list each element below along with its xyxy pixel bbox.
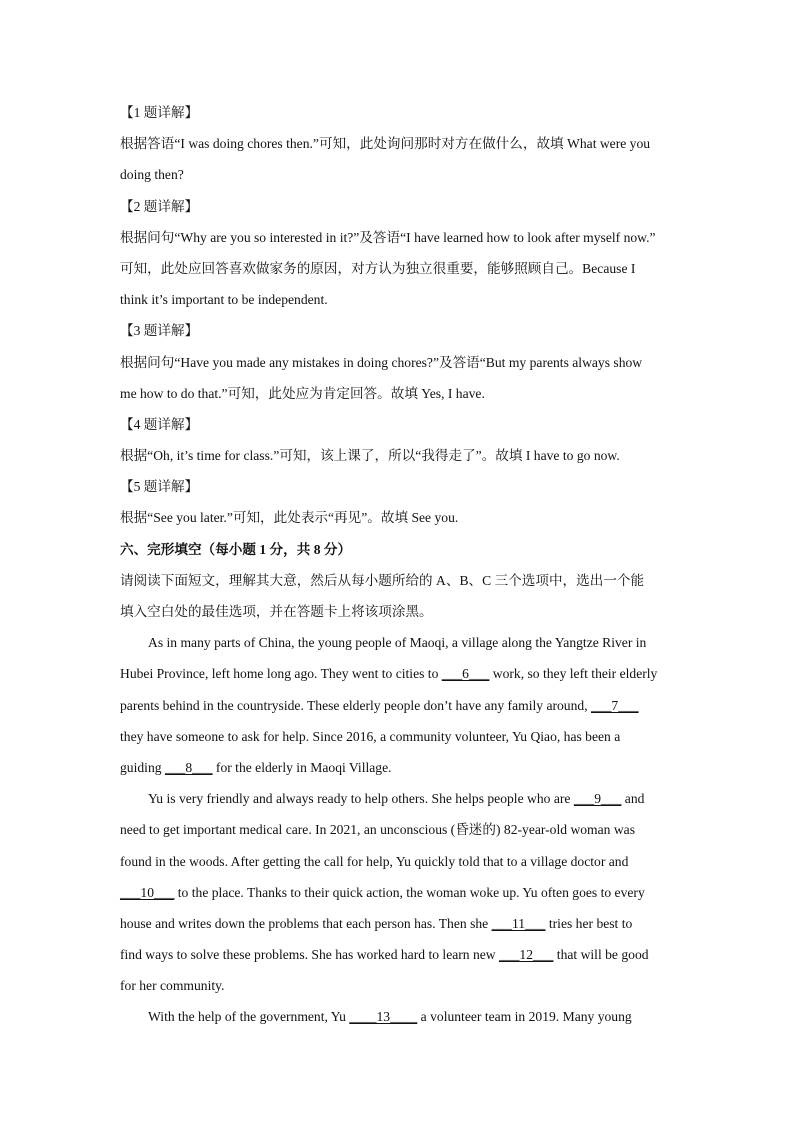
passage-text: house and writes down the problems that each person has. Then she [120, 915, 492, 931]
passage-text: that will be good [553, 947, 649, 963]
passage-line [120, 783, 680, 814]
passage-text: to the place. Thanks to their quick action, the woman woke up. Yu often goes to every [174, 884, 645, 900]
passage-text: need to get important medical care. In 2021, an unconscious (昏迷的) 82-year-old woman was [120, 822, 636, 838]
passage-text: parents behind in the countryside. These elderly people don’t have any family around, [120, 697, 591, 713]
instruction-line: 请阅读下面短文，理解其大意，然后从每小题所给的 A、B、C 三个选项中，选出一个能 [120, 572, 645, 588]
blank-9: ___9___ [573, 791, 622, 807]
passage-text: guiding [120, 759, 165, 775]
q2-heading: 【2 题详解】 [120, 198, 199, 214]
q4-explanation-line: 根据“Oh, it’s time for class.”可知，该上课了，所以“我得走了”。故填 I have to go now. [120, 448, 620, 464]
passage-line [120, 627, 680, 658]
blank-11: ___11___ [491, 915, 546, 931]
q2-explanation-line: 可知，此处应回答喜欢做家务的原因，对方认为独立很重要，能够照顾自己。Because I [120, 260, 636, 276]
passage-line [120, 846, 680, 877]
q5-explanation-line: 根据“See you later.”可知，此处表示“再见”。故填 See you. [120, 510, 459, 526]
passage-text: for her community. [120, 978, 225, 994]
blank-7: ___7___ [591, 697, 639, 713]
passage-text: work, so they left their elderly [489, 666, 658, 682]
q1-explanation-line: doing then? [120, 167, 184, 183]
q1-heading: 【1 题详解】 [120, 105, 199, 120]
q5-heading: 【5 题详解】 [120, 479, 199, 495]
section-title: 六、完形填空（每小题 1 分，共 8 分） [120, 541, 352, 557]
passage-text: find ways to solve these problems. She has worked hard to learn new [120, 947, 500, 963]
passage-line [120, 721, 680, 752]
passage-text: a volunteer team in 2019. Many young [417, 1009, 632, 1025]
document-page [120, 97, 680, 1033]
blank-6: ___6___ [441, 666, 490, 682]
blank-12: ___12___ [499, 947, 554, 963]
passage-text: Yu is very friendly and always ready to help others. She helps people who are [148, 791, 574, 807]
passage-text: tries her best to [545, 915, 633, 931]
q3-explanation-line: me how to do that.”可知，此处应为肯定回答。故填 Yes, I have. [120, 385, 485, 401]
q4-heading: 【4 题详解】 [120, 416, 199, 432]
q3-heading: 【3 题详解】 [120, 323, 199, 339]
passage-line [120, 908, 680, 939]
passage-line [120, 658, 680, 689]
blank-10: ___10___ [120, 884, 175, 900]
q2-explanation-line: think it’s important to be independent. [120, 292, 328, 308]
passage-text: With the help of the government, Yu [148, 1009, 350, 1025]
blank-13: ____13____ [349, 1009, 418, 1025]
q2-explanation-line: 根据问句“Why are you so interested in it?”及答语“I have learned how to look after myself now.” [120, 229, 656, 245]
passage-text: As in many parts of China, the young people of Maoqi, a village along the Yangtze River in [148, 635, 647, 651]
passage-line [120, 1001, 680, 1032]
passage-line [120, 814, 680, 845]
passage-text: for the elderly in Maoqi Village. [212, 759, 392, 775]
q3-explanation-line: 根据问句“Have you made any mistakes in doing chores?”及答语“But my parents always show [120, 354, 643, 370]
q1-explanation-line: 根据答语“I was doing chores then.”可知，此处询问那时对方在做什么，故填 What were you [120, 136, 651, 152]
passage-line [120, 752, 680, 783]
passage-text: found in the woods. After getting the call for help, Yu quickly told that to a village doctor and [120, 853, 629, 869]
blank-8: ___8___ [164, 759, 213, 775]
passage-text: they have someone to ask for help. Since 2016, a community volunteer, Yu Qiao, has been a [120, 728, 621, 744]
passage-line [120, 970, 680, 1001]
passage-text: Hubei Province, left home long ago. They went to cities to [120, 666, 442, 682]
passage-line [120, 877, 680, 908]
passage-text: and [621, 791, 645, 807]
passage-line [120, 690, 680, 721]
instruction-line: 填入空白处的最佳选项，并在答题卡上将该项涂黑。 [120, 604, 433, 619]
passage-line [120, 939, 680, 970]
